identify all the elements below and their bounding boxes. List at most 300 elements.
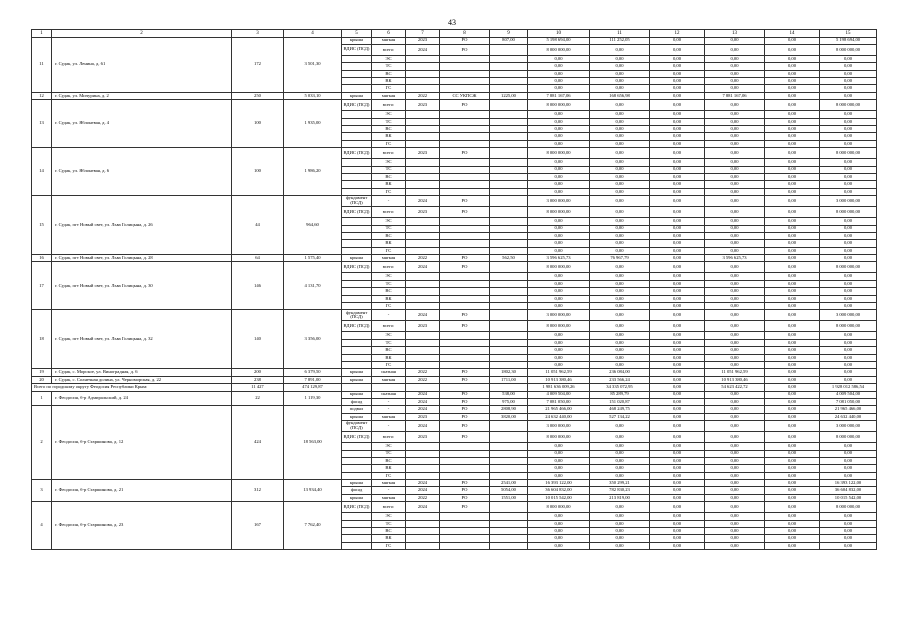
house-area: 3 501,30: [284, 37, 342, 92]
cell-c12: 0,00: [650, 480, 705, 487]
row-number: 17: [32, 262, 52, 310]
cell-c13: 0,00: [705, 432, 765, 443]
cell-vol: [490, 78, 528, 85]
cell-work: фасад: [342, 398, 372, 405]
cell-year: 2024: [406, 502, 440, 513]
cell-year: [406, 63, 440, 70]
cell-type: ГС: [372, 542, 406, 549]
cell-c11: 0,00: [590, 188, 650, 195]
cell-c12: 0,00: [650, 118, 705, 125]
cell-type: ГС: [372, 85, 406, 92]
cell-c11: 0,00: [590, 63, 650, 70]
cell-c13: 0,00: [705, 207, 765, 218]
cell-type: ВС: [372, 457, 406, 464]
cell-src: [440, 288, 490, 295]
cell-type: ГС: [372, 140, 406, 147]
cell-c15: 3 000 000,00: [820, 310, 877, 321]
cell-year: [406, 133, 440, 140]
cell-c13: 0,00: [705, 513, 765, 520]
cell-c12: 0,00: [650, 321, 705, 332]
cell-year: 2023: [406, 432, 440, 443]
cell-c13: 0,00: [705, 535, 765, 542]
cell-src: РО: [440, 376, 490, 383]
cell-c13: 0,00: [705, 502, 765, 513]
cell-vol: [490, 111, 528, 118]
cell-c12: 0,00: [650, 347, 705, 354]
row-number: 11: [32, 37, 52, 92]
cell-type: всего:: [372, 502, 406, 513]
cell-work: [342, 280, 372, 287]
cell-c11: 0,00: [590, 273, 650, 280]
cell-c12: 0,00: [650, 406, 705, 413]
cell-c14: 0,00: [765, 542, 820, 549]
cell-c14: 0,00: [765, 44, 820, 55]
cell-c12: 0,00: [650, 78, 705, 85]
cell-type: ВС: [372, 70, 406, 77]
cell-work: ВДИС (ПСД): [342, 207, 372, 218]
cell-c11: 0,00: [590, 207, 650, 218]
cell-c12: 0,00: [650, 457, 705, 464]
cell-type: мягкая: [372, 92, 406, 99]
cell-c14: 0,00: [765, 173, 820, 180]
cell-type: ГС: [372, 362, 406, 369]
cell-work: [342, 159, 372, 166]
cell-year: [406, 457, 440, 464]
cell-total: 7 881 167,06: [528, 92, 590, 99]
cell-src: [440, 457, 490, 464]
cell-c14: 0,00: [765, 255, 820, 262]
cell-type: ВС: [372, 232, 406, 239]
cell-c11: 236 084,00: [590, 369, 650, 376]
cell-c14: 0,00: [765, 188, 820, 195]
cell-c14: 0,00: [765, 232, 820, 239]
cell-year: 2022: [406, 376, 440, 383]
table-row: [32, 255, 877, 262]
cell-type: ЭС: [372, 273, 406, 280]
cell-year: [406, 126, 440, 133]
cell-c14: 0,00: [765, 262, 820, 273]
cell-total: 0,00: [528, 457, 590, 464]
cell-c12: 0,00: [650, 159, 705, 166]
cell-c13: 0,00: [705, 421, 765, 432]
table-row: [32, 406, 877, 413]
cell-c13: 0,00: [705, 310, 765, 321]
apartments-count: 64: [232, 255, 284, 262]
cell-vol: [490, 339, 528, 346]
cell-c15: 0,00: [820, 247, 877, 254]
cell-c12: 0,00: [650, 100, 705, 111]
cell-total: 0,00: [528, 133, 590, 140]
cell-c14: 0,00: [765, 391, 820, 398]
cell-src: РО: [440, 502, 490, 513]
cell-vol: [490, 443, 528, 450]
cell-work: крыша: [342, 480, 372, 487]
cell-c11: 0,00: [590, 247, 650, 254]
cell-total: 0,00: [528, 273, 590, 280]
cell-c12: 0,00: [650, 218, 705, 225]
cell-year: [406, 528, 440, 535]
cell-vol: 2808,90: [490, 406, 528, 413]
cell-work: [342, 232, 372, 239]
cell-c11: 0,00: [590, 288, 650, 295]
cell-vol: [490, 240, 528, 247]
cell-work: [342, 288, 372, 295]
cell-work: ВДИС (ПСД): [342, 44, 372, 55]
cell-vol: [490, 295, 528, 302]
cell-c11: 782 830,23: [590, 487, 650, 494]
house-area: 4 131,70: [284, 262, 342, 310]
cell-src: РО: [440, 413, 490, 420]
cell-src: [440, 118, 490, 125]
cell-vol: [490, 70, 528, 77]
row-number: 19: [32, 369, 52, 376]
cell-c14: 0,00: [765, 321, 820, 332]
cell-c14: 0,00: [765, 332, 820, 339]
cell-c14: 0,00: [765, 280, 820, 287]
cell-c13: 0,00: [705, 70, 765, 77]
cell-vol: [490, 188, 528, 195]
cell-c15: 3 000 000,00: [820, 421, 877, 432]
cell-total: 8 000 000,00: [528, 100, 590, 111]
cell-year: 2023: [406, 37, 440, 44]
cell-c13: 0,00: [705, 406, 765, 413]
cell-src: [440, 218, 490, 225]
cell-src: [440, 140, 490, 147]
cell-year: [406, 354, 440, 361]
cell-src: [440, 303, 490, 310]
cell-c14: 0,00: [765, 362, 820, 369]
cell-c15: 0,00: [820, 188, 877, 195]
apartments-count: 167: [232, 502, 284, 550]
cell-c11: 0,00: [590, 354, 650, 361]
cell-c14: 0,00: [765, 354, 820, 361]
cell-c13: 0,00: [705, 443, 765, 450]
cell-total: 10 913 380,46: [528, 376, 590, 383]
cell-c13: 0,00: [705, 339, 765, 346]
cell-work: крыша: [342, 37, 372, 44]
cell-c13: 0,00: [705, 133, 765, 140]
cell-c14: 0,00: [765, 480, 820, 487]
cell-c14: 0,00: [765, 247, 820, 254]
cell-vol: [490, 173, 528, 180]
cell-vol: 538,00: [490, 391, 528, 398]
table-row: [32, 37, 877, 44]
cell-work: [342, 78, 372, 85]
table-row: [32, 480, 877, 487]
cell-vol: 5054,00: [490, 487, 528, 494]
cell-c11: 0,00: [590, 443, 650, 450]
cell-work: [342, 247, 372, 254]
cell-vol: [490, 118, 528, 125]
cell-c13: 0,00: [705, 457, 765, 464]
cell-c12: 0,00: [650, 273, 705, 280]
cell-type: ЭС: [372, 443, 406, 450]
cell-vol: [490, 542, 528, 549]
cell-c11: 0,00: [590, 502, 650, 513]
cell-c11: 0,00: [590, 148, 650, 159]
cell-type: -: [372, 421, 406, 432]
cell-c14: 0,00: [765, 369, 820, 376]
cell-vol: [490, 457, 528, 464]
row-number: 14: [32, 148, 52, 196]
cell-src: РО: [440, 196, 490, 207]
cell-vol: [490, 321, 528, 332]
cell-year: 2024: [406, 262, 440, 273]
cell-c15: 0,00: [820, 240, 877, 247]
cell-total: 0,00: [528, 188, 590, 195]
cell-c13: 0,00: [705, 166, 765, 173]
house-address: г. Судак, пгт Новый свет, ул. Льва Голицына, д. 26: [52, 196, 232, 255]
cell-c14: 0,00: [765, 126, 820, 133]
cell-c13: 10 913 380,46: [705, 376, 765, 383]
cell-src: [440, 111, 490, 118]
row-number: 12: [32, 92, 52, 99]
house-address: г. Феодосия, б-р Старшинова, д. 23: [52, 502, 232, 550]
table-row: [32, 310, 877, 321]
cell-c11: 0,00: [590, 225, 650, 232]
cell-c15: 16 393 122,00: [820, 480, 877, 487]
cell-src: [440, 85, 490, 92]
cell-src: РО: [440, 369, 490, 376]
cell-c11: 527 134,22: [590, 413, 650, 420]
cell-c11: 0,00: [590, 55, 650, 62]
house-address: г. Судак, ул. Мичурина, д. 2: [52, 92, 232, 99]
cell-c15: 10 015 542,00: [820, 494, 877, 501]
cell-vol: [490, 126, 528, 133]
cell-work: [342, 542, 372, 549]
cell-src: РО: [440, 37, 490, 44]
house-area: 3 356,00: [284, 310, 342, 369]
cell-c11: 0,00: [590, 303, 650, 310]
cell-vol: 1225,00: [490, 92, 528, 99]
apartments-count: 238: [232, 376, 284, 383]
cell-work: крыша: [342, 376, 372, 383]
cell-total: 0,00: [528, 332, 590, 339]
cell-c14: 0,00: [765, 520, 820, 527]
cell-type: ВС: [372, 126, 406, 133]
cell-total: 3 000 000,00: [528, 421, 590, 432]
column-header-10: 10: [528, 30, 590, 38]
cell-c11: 0,00: [590, 140, 650, 147]
cell-year: [406, 513, 440, 520]
cell-c11: 0,00: [590, 44, 650, 55]
cell-c11: 0,00: [590, 450, 650, 457]
cell-c12: 0,00: [650, 85, 705, 92]
cell-src: [440, 225, 490, 232]
cell-type: ВК: [372, 181, 406, 188]
cell-src: [440, 362, 490, 369]
cell-year: 2022: [406, 369, 440, 376]
cell-type: ВК: [372, 240, 406, 247]
cell-type: ВК: [372, 535, 406, 542]
cell-c11: 0,00: [590, 472, 650, 479]
cell-work: подвал: [342, 406, 372, 413]
column-header-11: 11: [590, 30, 650, 38]
cell-vol: [490, 362, 528, 369]
cell-c14: 0,00: [765, 347, 820, 354]
apartments-count: 250: [232, 92, 284, 99]
cell-src: РО: [440, 148, 490, 159]
capital-repair-table: [31, 29, 877, 550]
cell-c15: 5 198 694,00: [820, 37, 877, 44]
cell-src: РО: [440, 391, 490, 398]
cell-c12: 0,00: [650, 240, 705, 247]
total-area: 474 129,87: [284, 384, 342, 391]
cell-total: 0,00: [528, 70, 590, 77]
cell-c15: 8 000 000,00: [820, 207, 877, 218]
cell-c11: 0,00: [590, 70, 650, 77]
cell-c11: 0,00: [590, 362, 650, 369]
cell-type: ТС: [372, 166, 406, 173]
cell-c11: 0,00: [590, 232, 650, 239]
cell-vol: [490, 528, 528, 535]
row-number: 15: [32, 196, 52, 255]
apartments-count: 44: [232, 196, 284, 255]
cell-c12: 0,00: [650, 288, 705, 295]
cell-src: [440, 78, 490, 85]
cell-c15: 0,00: [820, 542, 877, 549]
cell-c13: 0,00: [705, 37, 765, 44]
cell-year: 2024: [406, 406, 440, 413]
cell-src: [440, 295, 490, 302]
cell-year: 2023: [406, 148, 440, 159]
cell-src: [440, 133, 490, 140]
cell-total: 0,00: [528, 443, 590, 450]
cell-src: РО: [440, 480, 490, 487]
cell-year: 2024: [406, 480, 440, 487]
cell-src: РО: [440, 421, 490, 432]
cell-year: [406, 181, 440, 188]
house-address: г. Феодосия, б-р Адмиральский, д. 24: [52, 391, 232, 406]
cell-c14: 0,00: [765, 465, 820, 472]
cell-total: 0,00: [528, 295, 590, 302]
cell-c14: 0,00: [765, 118, 820, 125]
cell-year: 2024: [406, 391, 440, 398]
cell-c12: 0,00: [650, 232, 705, 239]
cell-type: мягкая: [372, 494, 406, 501]
cell-work: фундамент (ПСД): [342, 421, 372, 432]
cell-type: -: [372, 487, 406, 494]
cell-c14: 0,00: [765, 78, 820, 85]
cell-work: [342, 520, 372, 527]
cell-total: 0,00: [528, 55, 590, 62]
cell-work: крыша: [342, 413, 372, 420]
cell-total: 10 015 542,00: [528, 494, 590, 501]
cell-year: [406, 240, 440, 247]
cell-c12: 0,00: [650, 465, 705, 472]
cell-total: 0,00: [528, 465, 590, 472]
cell-total: 0,00: [528, 450, 590, 457]
cell-c14: 0,00: [765, 443, 820, 450]
cell-total: 8 000 000,00: [528, 321, 590, 332]
cell-vol: [490, 100, 528, 111]
row-number: 2: [32, 406, 52, 480]
house-address: г. Судак, пгт Новый свет, ул. Льва Голицына, д. 32: [52, 310, 232, 369]
cell-vol: [490, 218, 528, 225]
cell-year: 2023: [406, 321, 440, 332]
cell-year: [406, 188, 440, 195]
cell-work: ВДИС (ПСД): [342, 262, 372, 273]
cell-c15: 0,00: [820, 173, 877, 180]
cell-c12: 0,00: [650, 443, 705, 450]
cell-year: [406, 472, 440, 479]
cell-total: 0,00: [528, 303, 590, 310]
cell-type: скатная: [372, 369, 406, 376]
cell-c15: 0,00: [820, 465, 877, 472]
cell-total: 8 000 000,00: [528, 148, 590, 159]
cell-c11: 0,00: [590, 100, 650, 111]
cell-c11: 213 819,00: [590, 494, 650, 501]
cell-c15: 0,00: [820, 513, 877, 520]
cell-year: 2022: [406, 92, 440, 99]
cell-vol: [490, 63, 528, 70]
cell-work: [342, 354, 372, 361]
cell-vol: [490, 502, 528, 513]
cell-year: 2023: [406, 413, 440, 420]
house-area: 7 891,00: [284, 376, 342, 383]
cell-c14: 0,00: [765, 148, 820, 159]
row-number: 16: [32, 255, 52, 262]
cell-work: [342, 181, 372, 188]
cell-work: [342, 303, 372, 310]
cell-c12: 0,00: [650, 339, 705, 346]
cell-type: ЭС: [372, 332, 406, 339]
cell-c11: 0,00: [590, 196, 650, 207]
cell-c11: 0,00: [590, 111, 650, 118]
cell-c12: 0,00: [650, 111, 705, 118]
cell-type: ТС: [372, 225, 406, 232]
row-number: 3: [32, 480, 52, 502]
column-header-4: 4: [284, 30, 342, 38]
cell-c14: 0,00: [765, 140, 820, 147]
cell-c11: 0,00: [590, 421, 650, 432]
cell-year: [406, 347, 440, 354]
cell-vol: [490, 347, 528, 354]
cell-c11: 233 566,24: [590, 376, 650, 383]
cell-c15: 0,00: [820, 92, 877, 99]
cell-type: -: [372, 196, 406, 207]
empty-cell: [490, 384, 528, 391]
cell-year: [406, 450, 440, 457]
cell-type: ВК: [372, 133, 406, 140]
cell-vol: [490, 513, 528, 520]
cell-c12: 0,00: [650, 354, 705, 361]
cell-c15: 8 000 000,00: [820, 148, 877, 159]
cell-c12: 0,00: [650, 92, 705, 99]
cell-c15: 0,00: [820, 78, 877, 85]
cell-year: [406, 443, 440, 450]
cell-work: ВДИС (ПСД): [342, 432, 372, 443]
cell-c11: 0,00: [590, 262, 650, 273]
cell-total: 0,00: [528, 513, 590, 520]
cell-c13: 0,00: [705, 111, 765, 118]
cell-c12: 0,00: [650, 520, 705, 527]
cell-c11: 0,00: [590, 457, 650, 464]
house-address: г. Судак, пгт Новый свет, ул. Льва Голицына, д. 28: [52, 255, 232, 262]
column-header-13: 13: [705, 30, 765, 38]
apartments-count: 172: [232, 37, 284, 92]
cell-c12: 0,00: [650, 502, 705, 513]
cell-type: всего:: [372, 321, 406, 332]
cell-src: РО: [440, 310, 490, 321]
cell-src: РО: [440, 255, 490, 262]
cell-year: [406, 303, 440, 310]
cell-total: 0,00: [528, 126, 590, 133]
table-row: [32, 100, 877, 111]
cell-year: [406, 273, 440, 280]
cell-src: [440, 70, 490, 77]
cell-c12: 0,00: [650, 255, 705, 262]
